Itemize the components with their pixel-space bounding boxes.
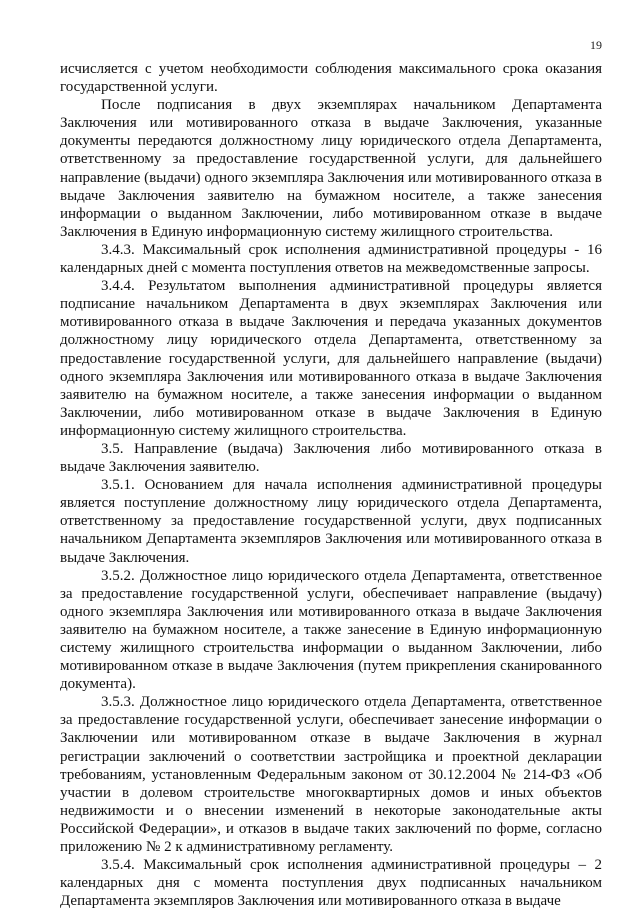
paragraph-after-signing: После подписания в двух экземплярах начальником Департамента Заключения или мотивированного отказа в выдаче Заключения, указанные документы передаются должностному лицу юридического отдела Департамента, ответственному за предоставление государственной услуги, для дальнейшего направление (выдачи) одного экземпляра Заключения или мотивированного отказа в выдаче Заключения заявителю на бумажном носителе, а также занесения информации о выданном Заключении, либо мотивированном отказе в выдаче Заключения в Единую информационную систему жилищного строительства. bbox=[60, 97, 602, 240]
paragraph-3-5: 3.5. Направление (выдача) Заключения либо мотивированного отказа в выдаче Заключения заявителю. bbox=[60, 440, 602, 476]
paragraph-3-5-2: 3.5.2. Должностное лицо юридического отдела Департамента, ответственное за предоставление государственной услуги, обеспечивает направление (выдачу) одного экземпляра Заключения или мотивированного отказа в выдаче Заключения заявителю на бумажном носителе, а также занесение в Единую информационную систему жилищного строительства информации о выданном Заключении, либо мотивированном отказе в выдаче Заключения (путем прикрепления сканированного документа). bbox=[60, 567, 602, 693]
paragraph-3-5-4: 3.5.4. Максимальный срок исполнения административной процедуры – 2 календарных дня с момента поступления двух подписанных начальником Департамента экземпляров Заключения или мотивированного отказа в выдаче bbox=[60, 857, 602, 910]
document-body bbox=[60, 60, 602, 910]
paragraph-3-5-1: 3.5.1. Основанием для начала исполнения административной процедуры является поступление должностному лицу юридического отдела Департамента, ответственному за предоставление государственной услуги, двух подписанных начальником Департамента экземпляров Заключения или мотивированного отказа в выдаче Заключения. bbox=[60, 477, 602, 566]
paragraph-3-4-4: 3.4.4. Результатом выполнения административной процедуры является подписание начальником Департамента в двух экземплярах Заключения или мотивированного отказа в выдаче Заключения и передача указанных документов должностному лицу юридического отдела Департамента, ответственному за предоставление государственной услуги, для дальнейшего направление (выдачи) одного экземпляра Заключения или мотивированного отказа в выдаче Заключения заявителю на бумажном носителе, а также занесения информации о выданном Заключении, либо мотивированном отказе в выдаче Заключения в Единую информационную систему жилищного строительства. bbox=[60, 278, 602, 439]
paragraph-3-4-3: 3.4.3. Максимальный срок исполнения административной процедуры - 16 календарных дней с момента поступления ответов на межведомственные запросы. bbox=[60, 241, 602, 277]
page-number: 19 bbox=[590, 38, 602, 52]
paragraph-3-5-3: 3.5.3. Должностное лицо юридического отдела Департамента, ответственное за предоставление государственной услуги, обеспечивает занесение информации о Заключении или мотивированном отказе в выдаче Заключения в журнал регистрации заключений о соответствии застройщика и проектной декларации требованиям, установленным Федеральным законом от 30.12.2004 № 214-ФЗ «Об участии в долевом строительстве многоквартирных домов и иных объектов недвижимости и о внесении изменений в некоторые законодательные акты Российской Федерации», и отказов в выдаче таких заключений по форме, согласно приложению № 2 к административному регламенту. bbox=[60, 694, 602, 856]
paragraph-continuation: исчисляется с учетом необходимости соблюдения максимального срока оказания государственной услуги. bbox=[60, 61, 602, 96]
